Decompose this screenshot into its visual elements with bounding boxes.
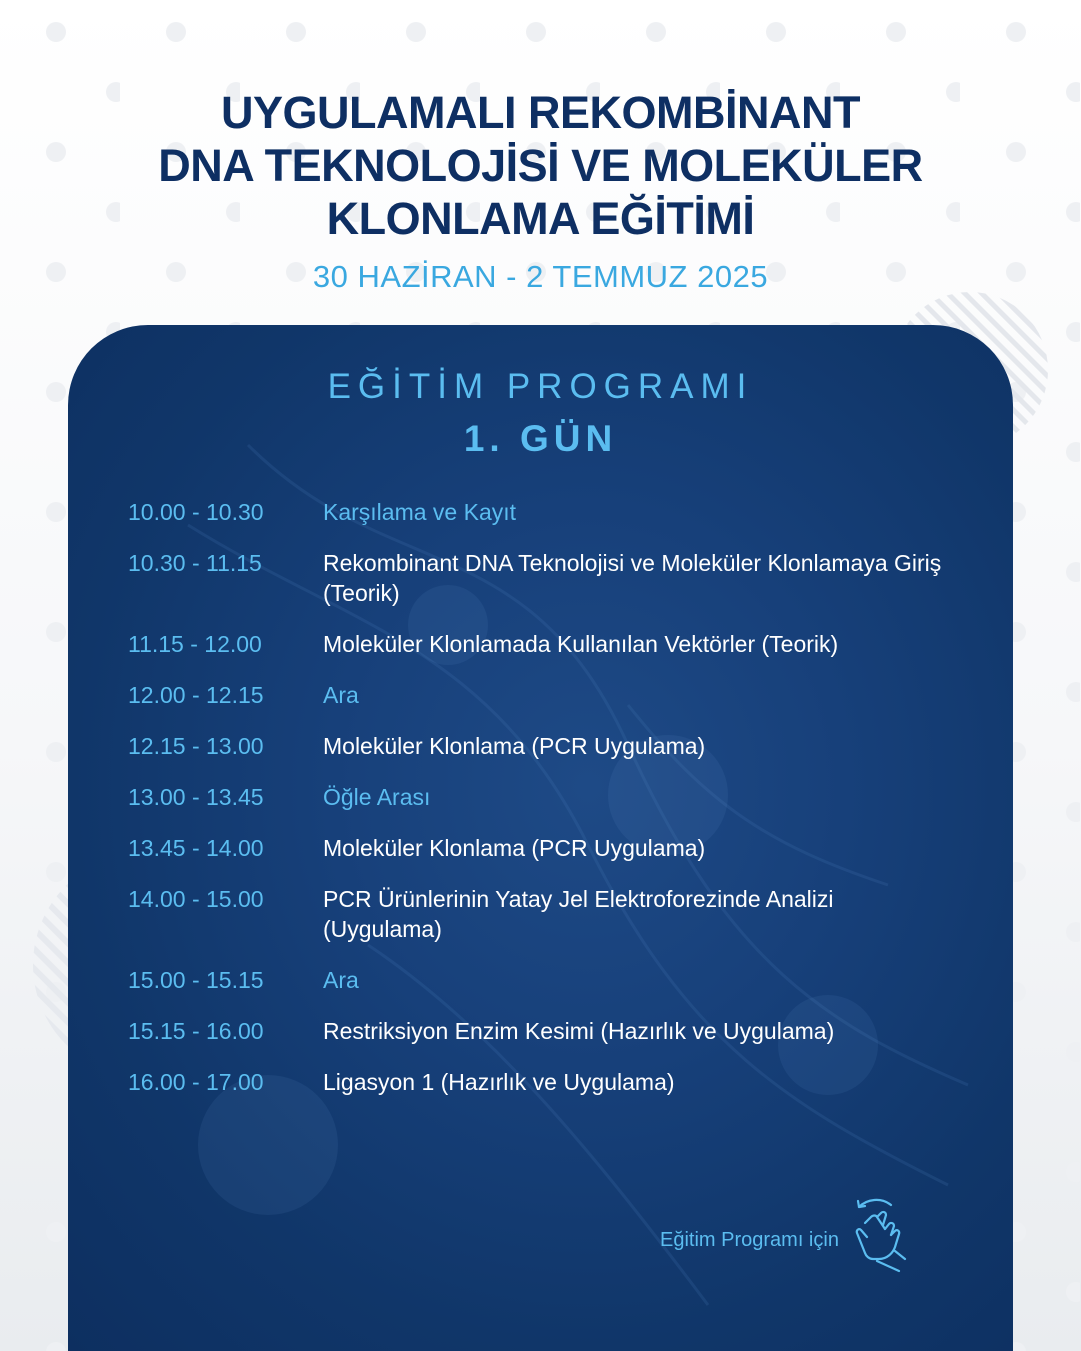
session-time: 15.15 - 16.00 <box>128 1018 264 1044</box>
program-title: EĞİTİM PROGRAMI <box>327 367 754 406</box>
schedule-row <box>128 1016 958 1046</box>
session-activity: Rekombinant DNA Teknolojisi ve Moleküler Klonlamaya Giriş (Teorik) <box>323 550 942 606</box>
schedule-row <box>128 884 958 944</box>
session-time: 12.15 - 13.00 <box>128 733 264 759</box>
schedule-row <box>128 497 958 527</box>
schedule-row <box>128 680 958 710</box>
session-time: 16.00 - 17.00 <box>128 1069 264 1095</box>
schedule-row <box>128 782 958 812</box>
session-activity: Ara <box>323 967 359 993</box>
program-swipe-cta[interactable] <box>660 1195 911 1275</box>
session-time: 10.30 - 11.15 <box>128 550 262 576</box>
session-activity: Karşılama ve Kayıt <box>323 499 517 525</box>
session-time: 15.00 - 15.15 <box>128 967 264 993</box>
session-time: 11.15 - 12.00 <box>128 631 262 657</box>
session-activity: Restriksiyon Enzim Kesimi (Hazırlık ve Uygulama) <box>323 1018 835 1044</box>
session-activity: Ligasyon 1 (Hazırlık ve Uygulama) <box>323 1069 675 1095</box>
schedule-row <box>128 548 958 608</box>
schedule-row <box>128 731 958 761</box>
session-time: 10.00 - 10.30 <box>128 499 264 525</box>
session-activity: PCR Ürünlerinin Yatay Jel Elektroforezinde Analizi (Uygulama) <box>323 886 834 942</box>
header <box>0 86 1081 295</box>
session-activity: Öğle Arası <box>323 784 431 810</box>
session-activity: Ara <box>323 682 359 708</box>
session-time: 13.45 - 14.00 <box>128 835 264 861</box>
session-activity: Moleküler Klonlamada Kullanılan Vektörler (Teorik) <box>323 631 839 657</box>
session-time: 12.00 - 12.15 <box>128 682 264 708</box>
schedule-row <box>128 1067 958 1097</box>
session-activity: Moleküler Klonlama (PCR Uygulama) <box>323 733 706 759</box>
schedule-list <box>128 497 958 1118</box>
session-time: 13.00 - 13.45 <box>128 784 264 810</box>
schedule-row <box>128 965 958 995</box>
program-panel <box>68 325 1013 1351</box>
cta-label: Eğitim Programı için <box>660 1229 839 1251</box>
day-title: 1. GÜN <box>463 418 618 459</box>
session-time: 14.00 - 15.00 <box>128 886 264 912</box>
event-title-line-3: KLONLAMA EĞİTİMİ <box>326 193 755 244</box>
schedule-row <box>128 629 958 659</box>
event-date: 30 HAZİRAN - 2 TEMMUZ 2025 <box>312 259 769 294</box>
event-title-line-1: UYGULAMALI REKOMBİNANT <box>221 87 860 138</box>
swipe-hand-icon <box>849 1193 911 1278</box>
event-title-line-2: DNA TEKNOLOJİSİ VE MOLEKÜLER <box>158 140 923 191</box>
schedule-row <box>128 833 958 863</box>
session-activity: Moleküler Klonlama (PCR Uygulama) <box>323 835 706 861</box>
